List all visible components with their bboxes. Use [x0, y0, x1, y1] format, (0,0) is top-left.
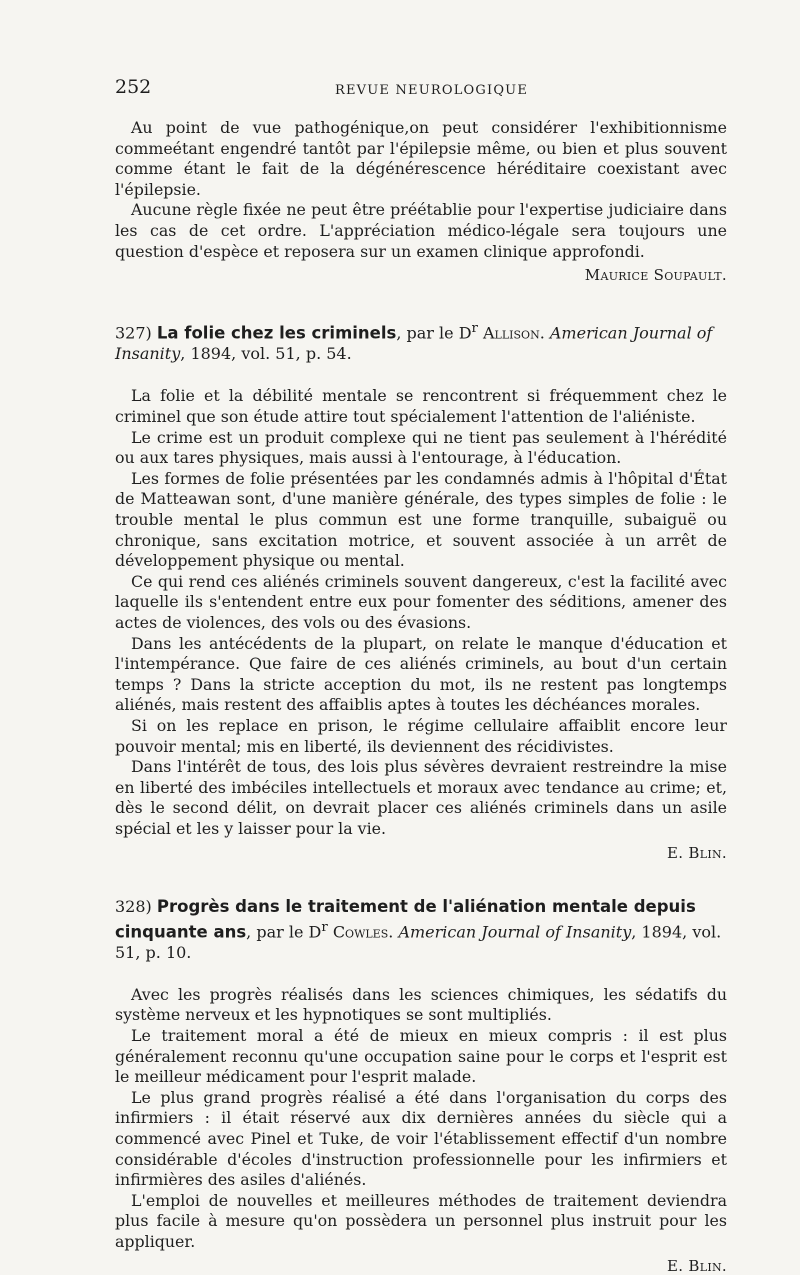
review-heading	[115, 318, 727, 364]
paragraph: Le plus grand progrès réalisé a été dans l'organisation du corps des infirmiers : il était réservé aux dix dernières années du siècle qui a commencé avec Pinel et Tuke, de voir l'établissement effectif d'un nombre considérable d'écoles d'instruction professionnelle pour les infirmiers et infirmières des asiles d'aliénés.	[115, 1087, 727, 1190]
paragraph: Avec les progrès réalisés dans les sciences chimiques, les sédatifs du système nerveux et les hypnotiques se sont multipliés.	[115, 984, 727, 1025]
review-by: , par le D	[396, 323, 472, 343]
review-title: Progrès dans le traitement de l'aliénation mentale depuis cinquante ans	[115, 896, 696, 941]
paragraph: La folie et la débilité mentale se rencontrent si fréquemment chez le criminel que son étude attire tout spécialement l'attention de l'aliéniste.	[115, 386, 727, 427]
review-by: , par le D	[246, 921, 322, 941]
review-author: Allison.	[483, 323, 545, 343]
paragraph: Aucune règle fixée ne peut être préétablie pour l'expertise judiciaire dans les cas de cet ordre. L'appréciation médico-légale sera toujours une question d'espèce et reposera sur un examen clinique approfondi.	[115, 200, 727, 261]
paragraph: Au point de vue pathogénique,on peut considérer l'exhibitionnisme commeétant engendré tantôt par l'épilepsie même, ou bien et plus souvent comme étant le fait de la dégénérescence héréditaire coexistant avec l'épilepsie.	[115, 118, 727, 199]
journal-title: REVUE NEUROLOGIQUE	[335, 83, 529, 98]
review-dr-sup: r	[321, 919, 328, 935]
paragraph: Ce qui rend ces aliénés criminels souvent dangereux, c'est la facilité avec laquelle ils s'entendent entre eux pour fomenter des séditions, amener des actes de violences, des vols ou des évasions.	[115, 571, 727, 633]
review-citation: , 1894, vol. 51, p. 10.	[115, 921, 722, 962]
review-dr-sup: r	[471, 321, 478, 337]
page-content	[115, 118, 727, 1275]
review-journal: American Journal of Insanity	[115, 323, 713, 364]
previous-review-end	[115, 118, 727, 284]
review-327	[115, 318, 727, 861]
review-citation: , 1894, vol. 51, p. 54.	[180, 344, 352, 364]
signature	[115, 1257, 727, 1275]
signature	[115, 844, 727, 862]
paragraph: Le traitement moral a été de mieux en mieux compris : il est plus généralement reconnu qu'une occupation saine pour le corps et l'esprit est le meilleur médicament pour l'esprit malade.	[115, 1026, 727, 1087]
review-heading	[115, 896, 727, 963]
signature	[115, 266, 727, 284]
review-328	[115, 896, 727, 1275]
review-journal: American Journal of Insanity	[398, 921, 632, 941]
paragraph: Si on les replace en prison, le régime cellulaire affaiblit encore leur pouvoir mental; mis en liberté, ils deviennent des récidivistes.	[115, 715, 727, 756]
signature-name: Maurice Soupault.	[584, 266, 727, 285]
paragraph: Le crime est un produit complexe qui ne tient pas seulement à l'hérédité ou aux tares physiques, mais aussi à l'entourage, à l'éducation.	[115, 427, 727, 468]
signature-name: E. Blin.	[667, 1256, 727, 1275]
paragraph: Dans l'intérêt de tous, des lois plus sévères devraient restreindre la mise en liberté des imbéciles intellectuels et moraux avec tendance au crime; et, dès le second délit, on devrait placer ces aliénés criminels dans un asile spécial et les y laisser pour la vie.	[115, 757, 727, 838]
review-number: 328)	[115, 896, 152, 916]
page-number: 252	[115, 76, 152, 98]
review-number: 327)	[115, 323, 152, 343]
review-title: La folie chez les criminels	[156, 323, 397, 343]
review-author: Cowles.	[332, 921, 394, 941]
paragraph: Les formes de folie présentées par les condamnés admis à l'hôpital d'État de Matteawan sont, d'une manière générale, des types simples de folie : le trouble mental le plus commun est une forme tranquille, subaiguë ou chronique, sans excitation motrice, et souvent associée à un arrêt de développement physique ou mental.	[115, 468, 727, 571]
paragraph: L'emploi de nouvelles et meilleures méthodes de traitement deviendra plus facile à mesure qu'on possèdera un personnel plus instruit pour les appliquer.	[115, 1190, 727, 1251]
paragraph: Dans les antécédents de la plupart, on relate le manque d'éducation et l'intempérance. Que faire de ces aliénés criminels, au bout d'un certain temps ? Dans la stricte acception du mot, ils ne restent pas longtemps aliénés, mais restent des affaiblis aptes à toutes les déchéances morales.	[115, 633, 727, 715]
signature-name: E. Blin.	[667, 843, 727, 862]
running-head	[115, 76, 715, 106]
